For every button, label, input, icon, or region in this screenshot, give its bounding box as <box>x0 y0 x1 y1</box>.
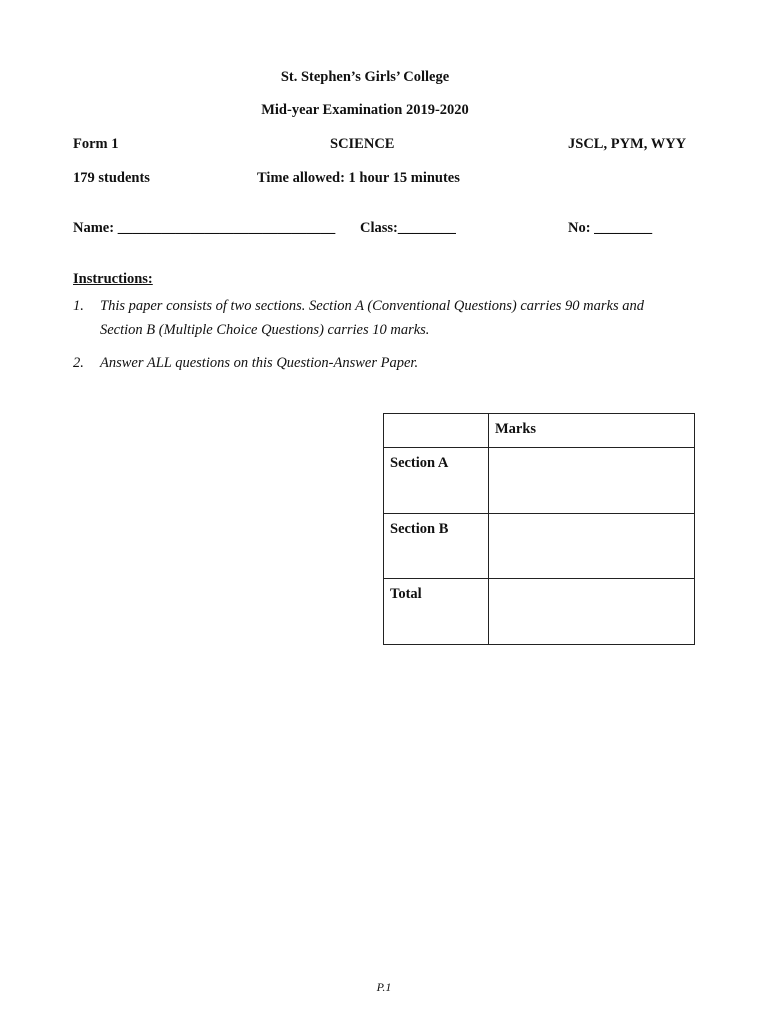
row-label-section-a: Section A <box>384 448 489 514</box>
marks-cell-section-b[interactable] <box>489 514 695 579</box>
student-count: 179 students <box>73 170 150 186</box>
table-header-row <box>384 414 695 448</box>
instruction-text: Section B (Multiple Choice Questions) carries 10 marks. <box>100 322 430 338</box>
table-row <box>384 579 695 645</box>
row-label-total: Total <box>384 579 489 645</box>
name-field[interactable]: Name: ______________________________ <box>73 220 336 236</box>
subject: SCIENCE <box>330 136 395 152</box>
time-allowed: Time allowed: 1 hour 15 minutes <box>257 170 460 186</box>
table-row <box>384 514 695 579</box>
instructions-title: Instructions: <box>73 271 153 287</box>
row-label-section-b: Section B <box>384 514 489 579</box>
instruction-number: 1. <box>73 298 84 314</box>
college-name: St. Stephen’s Girls’ College <box>280 69 450 85</box>
teacher-initials: JSCL, PYM, WYY <box>568 136 687 152</box>
class-field[interactable]: Class:________ <box>360 220 456 236</box>
form-level: Form 1 <box>73 136 119 152</box>
table-header-blank <box>384 414 489 448</box>
marks-cell-total[interactable] <box>489 579 695 645</box>
instruction-text: Answer ALL questions on this Question-Answer Paper. <box>100 355 419 371</box>
instruction-number: 2. <box>73 355 84 371</box>
exam-title: Mid-year Examination 2019-2020 <box>261 102 469 118</box>
page-number: P.1 <box>376 980 392 994</box>
table-row <box>384 448 695 514</box>
table-header-marks: Marks <box>489 414 695 448</box>
number-field[interactable]: No: ________ <box>568 220 653 236</box>
marks-table <box>383 413 695 645</box>
marks-cell-section-a[interactable] <box>489 448 695 514</box>
instruction-text: This paper consists of two sections. Section A (Conventional Questions) carries 90 marks and <box>100 298 644 314</box>
